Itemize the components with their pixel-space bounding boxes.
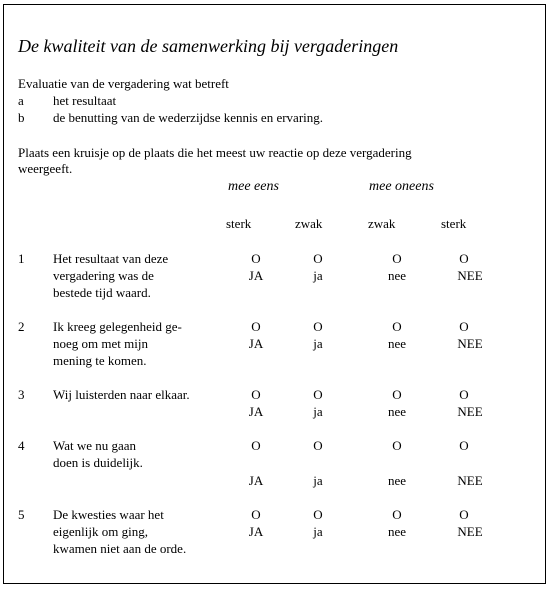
- answer-circle[interactable]: O: [392, 251, 402, 266]
- answer-label: ja: [313, 268, 323, 283]
- answer-circle[interactable]: O: [313, 507, 323, 522]
- scale-level-label: zwak: [295, 216, 323, 231]
- scale-group-agree: mee eens: [228, 179, 279, 194]
- answer-circle[interactable]: O: [313, 438, 323, 453]
- instruction-line: Plaats een kruisje op de plaats die het meest uw reactie op deze vergadering: [18, 145, 412, 160]
- answer-circle[interactable]: O: [459, 507, 469, 522]
- question-text-line: De kwesties waar het: [53, 507, 164, 522]
- answer-label: NEE: [457, 524, 483, 539]
- answer-label: JA: [248, 404, 264, 419]
- question-number: 4: [18, 438, 25, 453]
- scale-level-label: sterk: [441, 216, 467, 231]
- question-text-line: Wat we nu gaan: [53, 438, 137, 453]
- question-text-line: doen is duidelijk.: [53, 455, 143, 470]
- answer-label: ja: [313, 473, 323, 488]
- intro-item-text: het resultaat: [53, 93, 117, 108]
- answer-label: ja: [313, 524, 323, 539]
- question-text-line: bestede tijd waard.: [53, 285, 151, 300]
- intro-heading: Evaluatie van de vergadering wat betreft: [18, 76, 229, 91]
- answer-label: nee: [387, 473, 407, 488]
- instruction-line: weergeeft.: [18, 161, 73, 176]
- answer-label: JA: [248, 336, 264, 351]
- answer-label: NEE: [457, 473, 483, 488]
- page-title: De kwaliteit van de samenwerking bij vergaderingen: [18, 36, 399, 56]
- answer-circle[interactable]: O: [459, 438, 469, 453]
- answer-label: ja: [313, 404, 323, 419]
- answer-circle[interactable]: O: [392, 438, 402, 453]
- answer-circle[interactable]: O: [392, 387, 402, 402]
- question-text-line: Ik kreeg gelegenheid ge-: [53, 319, 182, 334]
- question-text-line: mening te komen.: [53, 353, 147, 368]
- answer-label: nee: [387, 524, 407, 539]
- answer-circle[interactable]: O: [459, 319, 469, 334]
- answer-label: nee: [387, 404, 407, 419]
- answer-label: JA: [248, 524, 264, 539]
- question-number: 3: [18, 387, 25, 402]
- answer-circle[interactable]: O: [251, 507, 261, 522]
- answer-circle[interactable]: O: [251, 387, 261, 402]
- answer-circle[interactable]: O: [313, 319, 323, 334]
- answer-circle[interactable]: O: [313, 251, 323, 266]
- question-text-line: Het resultaat van deze: [53, 251, 169, 266]
- scale-level-label: zwak: [368, 216, 396, 231]
- question-number: 1: [18, 251, 25, 266]
- question-text-line: vergadering was de: [53, 268, 154, 283]
- answer-circle[interactable]: O: [459, 251, 469, 266]
- scale-level-label: sterk: [226, 216, 252, 231]
- answer-circle[interactable]: O: [251, 319, 261, 334]
- intro-item-text: de benutting van de wederzijdse kennis en ervaring.: [53, 110, 324, 125]
- question-text-line: eigenlijk om ging,: [53, 524, 148, 539]
- intro-item-letter: b: [18, 110, 25, 125]
- answer-label: nee: [387, 268, 407, 283]
- answer-label: JA: [248, 473, 264, 488]
- answer-label: nee: [387, 336, 407, 351]
- question-text-line: noeg om met mijn: [53, 336, 148, 351]
- answer-label: NEE: [457, 404, 483, 419]
- answer-label: ja: [313, 336, 323, 351]
- intro-item-letter: a: [18, 93, 24, 108]
- question-number: 2: [18, 319, 25, 334]
- question-text-line: kwamen niet aan de orde.: [53, 541, 187, 556]
- answer-circle[interactable]: O: [251, 438, 261, 453]
- question-number: 5: [18, 507, 25, 522]
- answer-label: NEE: [457, 336, 483, 351]
- answer-circle[interactable]: O: [313, 387, 323, 402]
- answer-circle[interactable]: O: [251, 251, 261, 266]
- answer-label: NEE: [457, 268, 483, 283]
- scale-group-disagree: mee oneens: [369, 179, 434, 194]
- answer-label: JA: [248, 268, 264, 283]
- question-text-line: Wij luisterden naar elkaar.: [53, 387, 190, 402]
- answer-circle[interactable]: O: [392, 319, 402, 334]
- answer-circle[interactable]: O: [459, 387, 469, 402]
- answer-circle[interactable]: O: [392, 507, 402, 522]
